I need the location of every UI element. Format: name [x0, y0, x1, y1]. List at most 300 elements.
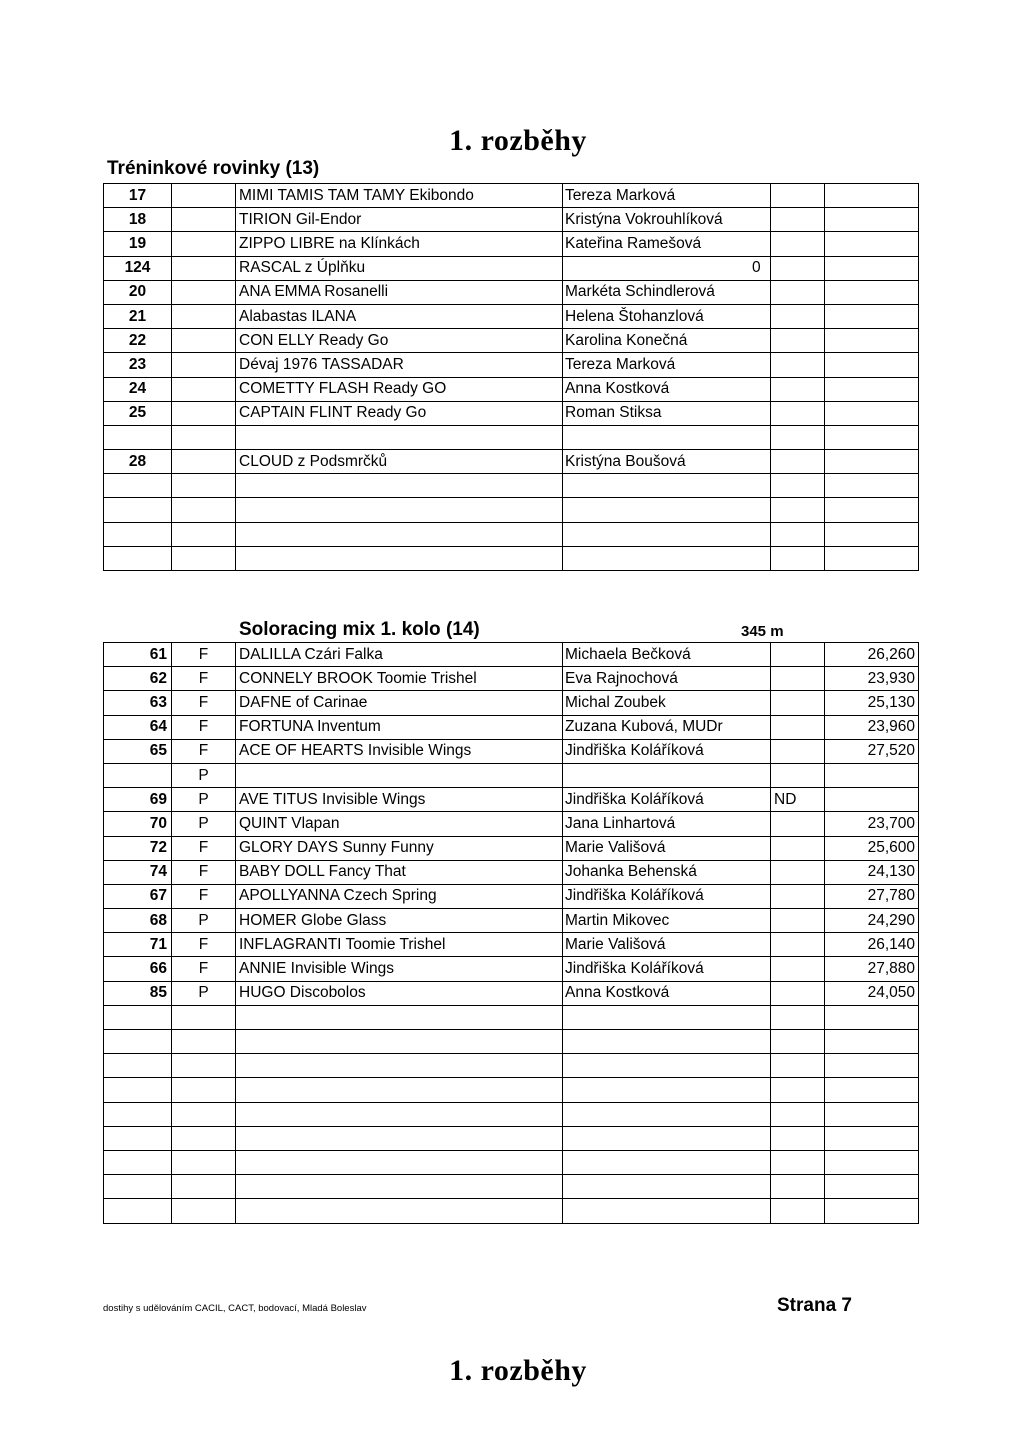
time-cell	[825, 425, 919, 449]
sex-code	[172, 1126, 236, 1150]
start-number: 18	[104, 208, 172, 232]
box-cell	[172, 329, 236, 353]
owner-name	[563, 522, 743, 546]
note-cell	[771, 860, 825, 884]
table-row	[104, 715, 919, 739]
start-number	[104, 1102, 172, 1126]
note-cell	[771, 643, 825, 667]
box-cell	[172, 208, 236, 232]
start-number: 64	[104, 715, 172, 739]
box-cell	[172, 232, 236, 256]
sex-code	[172, 1005, 236, 1029]
note-cell	[771, 1126, 825, 1150]
start-number: 68	[104, 909, 172, 933]
table-row	[104, 184, 919, 208]
owner-name	[563, 1054, 771, 1078]
dog-name: BABY DOLL Fancy That	[236, 860, 563, 884]
time-cell	[825, 401, 919, 425]
owner-name: Tereza Marková	[563, 184, 743, 208]
sex-code: F	[172, 933, 236, 957]
table-row	[104, 1054, 919, 1078]
dog-name	[236, 1126, 563, 1150]
sex-code: P	[172, 812, 236, 836]
start-number	[104, 1150, 172, 1174]
table-row	[104, 691, 919, 715]
box-cell	[172, 377, 236, 401]
time-cell	[825, 304, 919, 328]
owner-name: Marie Vališová	[563, 933, 771, 957]
race-time: 25,130	[825, 691, 919, 715]
section-title-training: Tréninkové rovinky (13)	[107, 158, 320, 179]
dog-name	[236, 1054, 563, 1078]
sex-code: P	[172, 763, 236, 787]
note-cell	[771, 715, 825, 739]
note-cell	[771, 450, 825, 474]
note-cell	[771, 836, 825, 860]
time-cell	[825, 522, 919, 546]
table-row	[104, 667, 919, 691]
dog-name	[236, 474, 563, 498]
race-time: 23,960	[825, 715, 919, 739]
owner-name: Jindřiška Koláříková	[563, 884, 771, 908]
start-number	[104, 1175, 172, 1199]
soloracing-table	[103, 642, 919, 1224]
dog-name	[236, 763, 563, 787]
sex-code: F	[172, 643, 236, 667]
page-number: Strana 7	[777, 1295, 852, 1316]
race-time	[825, 763, 919, 787]
race-time: 24,130	[825, 860, 919, 884]
start-number: 21	[104, 304, 172, 328]
owner-name	[563, 1005, 771, 1029]
time-cell	[825, 474, 919, 498]
note-cell	[771, 401, 825, 425]
race-time	[825, 1054, 919, 1078]
race-time: 26,260	[825, 643, 919, 667]
note-cell	[771, 353, 825, 377]
table-row	[104, 884, 919, 908]
owner-cell-ext	[743, 401, 771, 425]
owner-name: Kateřina Ramešová	[563, 232, 743, 256]
note-cell	[771, 1054, 825, 1078]
owner-name	[563, 474, 743, 498]
dog-name: APOLLYANNA Czech Spring	[236, 884, 563, 908]
box-cell	[172, 401, 236, 425]
owner-name: Michaela Bečková	[563, 643, 771, 667]
note-cell	[771, 498, 825, 522]
note-cell	[771, 763, 825, 787]
sex-code: F	[172, 667, 236, 691]
start-number: 23	[104, 353, 172, 377]
sex-code: F	[172, 957, 236, 981]
table-row	[104, 498, 919, 522]
dog-name: ANNIE Invisible Wings	[236, 957, 563, 981]
note-cell	[771, 691, 825, 715]
note-cell	[771, 546, 825, 570]
dog-name	[236, 1199, 563, 1223]
race-time: 25,600	[825, 836, 919, 860]
note-cell	[771, 1078, 825, 1102]
sex-code: F	[172, 836, 236, 860]
owner-name: Anna Kostková	[563, 981, 771, 1005]
owner-name: Martin Mikovec	[563, 909, 771, 933]
box-cell	[172, 522, 236, 546]
table-row	[104, 474, 919, 498]
owner-name	[563, 1030, 771, 1054]
race-time	[825, 1150, 919, 1174]
race-time: 23,930	[825, 667, 919, 691]
sex-code	[172, 1175, 236, 1199]
dog-name	[236, 1150, 563, 1174]
start-number: 70	[104, 812, 172, 836]
table-row	[104, 401, 919, 425]
time-cell	[825, 377, 919, 401]
owner-name	[563, 763, 771, 787]
start-number: 69	[104, 788, 172, 812]
table-row	[104, 860, 919, 884]
race-time	[825, 1199, 919, 1223]
start-number: 124	[104, 256, 172, 280]
owner-name: Anna Kostková	[563, 377, 743, 401]
start-number	[104, 522, 172, 546]
start-number	[104, 1126, 172, 1150]
race-time	[825, 1005, 919, 1029]
owner-name: Jindřiška Koláříková	[563, 957, 771, 981]
dog-name: DALILLA Czári Falka	[236, 643, 563, 667]
note-cell	[771, 667, 825, 691]
owner-name: 0	[743, 256, 771, 280]
owner-cell-ext	[743, 450, 771, 474]
start-number: 74	[104, 860, 172, 884]
dog-name: MIMI TAMIS TAM TAMY Ekibondo	[236, 184, 563, 208]
dog-name: DAFNE of Carinae	[236, 691, 563, 715]
owner-name: Tereza Marková	[563, 353, 743, 377]
start-number	[104, 474, 172, 498]
dog-name: COMETTY FLASH Ready GO	[236, 377, 563, 401]
start-number: 63	[104, 691, 172, 715]
note-cell	[771, 909, 825, 933]
sex-code: F	[172, 715, 236, 739]
race-time	[825, 1102, 919, 1126]
table-row	[104, 546, 919, 570]
dog-name: Alabastas ILANA	[236, 304, 563, 328]
box-cell	[172, 450, 236, 474]
owner-name: Helena Štohanzlová	[563, 304, 743, 328]
dog-name: AVE TITUS Invisible Wings	[236, 788, 563, 812]
box-cell	[172, 474, 236, 498]
note-cell	[771, 522, 825, 546]
note-cell: ND	[771, 788, 825, 812]
race-time: 24,050	[825, 981, 919, 1005]
note-cell	[771, 1175, 825, 1199]
dog-name: CAPTAIN FLINT Ready Go	[236, 401, 563, 425]
start-number: 20	[104, 280, 172, 304]
table-row	[104, 522, 919, 546]
box-cell	[172, 425, 236, 449]
sex-code: F	[172, 884, 236, 908]
dog-name	[236, 1030, 563, 1054]
table-row	[104, 1175, 919, 1199]
table-row	[104, 425, 919, 449]
footer-event-name: dostihy s udělováním CACIL, CACT, bodovací, Mladá Boleslav	[103, 1303, 367, 1314]
note-cell	[771, 280, 825, 304]
dog-name	[236, 1175, 563, 1199]
race-time: 27,780	[825, 884, 919, 908]
owner-name: Zuzana Kubová, MUDr	[563, 715, 771, 739]
dog-name	[236, 522, 563, 546]
time-cell	[825, 329, 919, 353]
table-row	[104, 377, 919, 401]
sex-code	[172, 1102, 236, 1126]
start-number: 65	[104, 739, 172, 763]
dog-name: RASCAL z Úplňku	[236, 256, 563, 280]
dog-name	[236, 425, 563, 449]
start-number: 24	[104, 377, 172, 401]
table-row	[104, 1005, 919, 1029]
table-row	[104, 788, 919, 812]
start-number: 28	[104, 450, 172, 474]
note-cell	[771, 256, 825, 280]
table-row	[104, 763, 919, 787]
owner-name	[563, 1199, 771, 1223]
race-time: 23,700	[825, 812, 919, 836]
start-number: 25	[104, 401, 172, 425]
table-row	[104, 1102, 919, 1126]
owner-cell-ext	[743, 280, 771, 304]
race-time	[825, 1126, 919, 1150]
race-time	[825, 1175, 919, 1199]
dog-name	[236, 1078, 563, 1102]
table-row	[104, 1078, 919, 1102]
table-row	[104, 232, 919, 256]
owner-cell-ext	[743, 377, 771, 401]
owner-name	[563, 546, 743, 570]
race-time: 24,290	[825, 909, 919, 933]
note-cell	[771, 812, 825, 836]
owner-name: Kristýna Boušová	[563, 450, 743, 474]
time-cell	[825, 232, 919, 256]
owner-name: Jana Linhartová	[563, 812, 771, 836]
race-time: 27,520	[825, 739, 919, 763]
table-row	[104, 812, 919, 836]
start-number: 17	[104, 184, 172, 208]
table-row	[104, 256, 919, 280]
owner-cell-ext	[743, 522, 771, 546]
race-distance: 345 m	[741, 623, 784, 640]
box-cell	[172, 353, 236, 377]
dog-name	[236, 1005, 563, 1029]
dog-name: CONNELY BROOK Toomie Trishel	[236, 667, 563, 691]
dog-name: HOMER Globe Glass	[236, 909, 563, 933]
dog-name: GLORY DAYS Sunny Funny	[236, 836, 563, 860]
dog-name: QUINT Vlapan	[236, 812, 563, 836]
start-number: 72	[104, 836, 172, 860]
box-cell	[172, 184, 236, 208]
owner-cell-ext	[743, 208, 771, 232]
page-title-top: 1. rozběhy	[449, 124, 587, 157]
note-cell	[771, 1005, 825, 1029]
time-cell	[825, 256, 919, 280]
note-cell	[771, 981, 825, 1005]
dog-name: ACE OF HEARTS Invisible Wings	[236, 739, 563, 763]
time-cell	[825, 208, 919, 232]
dog-name: CON ELLY Ready Go	[236, 329, 563, 353]
dog-name: Dévaj 1976 TASSADAR	[236, 353, 563, 377]
owner-name	[563, 425, 743, 449]
table-row	[104, 450, 919, 474]
owner-cell-ext	[743, 232, 771, 256]
start-number	[104, 546, 172, 570]
note-cell	[771, 1102, 825, 1126]
table-row	[104, 329, 919, 353]
start-number	[104, 1199, 172, 1223]
table-row	[104, 739, 919, 763]
sex-code: P	[172, 788, 236, 812]
start-number: 71	[104, 933, 172, 957]
race-time	[825, 788, 919, 812]
note-cell	[771, 1030, 825, 1054]
dog-name: FORTUNA Inventum	[236, 715, 563, 739]
owner-cell-ext	[743, 184, 771, 208]
box-cell	[172, 546, 236, 570]
note-cell	[771, 329, 825, 353]
dog-name: ANA EMMA Rosanelli	[236, 280, 563, 304]
note-cell	[771, 933, 825, 957]
owner-name: Kristýna Vokrouhlíková	[563, 208, 743, 232]
table-row	[104, 909, 919, 933]
table-row	[104, 280, 919, 304]
table-row	[104, 1126, 919, 1150]
sex-code: F	[172, 739, 236, 763]
race-time	[825, 1078, 919, 1102]
time-cell	[825, 353, 919, 377]
start-number	[104, 1030, 172, 1054]
owner-name: Michal Zoubek	[563, 691, 771, 715]
time-cell	[825, 184, 919, 208]
sex-code: F	[172, 691, 236, 715]
start-number	[104, 498, 172, 522]
owner-name: Johanka Behenská	[563, 860, 771, 884]
table-row	[104, 1030, 919, 1054]
owner-name	[563, 1126, 771, 1150]
training-table	[103, 183, 919, 571]
dog-name	[236, 1102, 563, 1126]
sex-code: P	[172, 909, 236, 933]
dog-name: CLOUD z Podsmrčků	[236, 450, 563, 474]
note-cell	[771, 425, 825, 449]
sex-code	[172, 1030, 236, 1054]
box-cell	[172, 256, 236, 280]
table-row	[104, 836, 919, 860]
owner-name	[563, 1150, 771, 1174]
box-cell	[172, 280, 236, 304]
start-number: 19	[104, 232, 172, 256]
time-cell	[825, 498, 919, 522]
start-number: 67	[104, 884, 172, 908]
sex-code	[172, 1150, 236, 1174]
race-time	[825, 1030, 919, 1054]
dog-name: ZIPPO LIBRE na Klínkách	[236, 232, 563, 256]
owner-name	[563, 1078, 771, 1102]
start-number: 85	[104, 981, 172, 1005]
table-row	[104, 1150, 919, 1174]
sex-code	[172, 1078, 236, 1102]
section-title-soloracing: Soloracing mix 1. kolo (14)	[239, 619, 480, 640]
note-cell	[771, 957, 825, 981]
note-cell	[771, 208, 825, 232]
owner-name: Eva Rajnochová	[563, 667, 771, 691]
dog-name: INFLAGRANTI Toomie Trishel	[236, 933, 563, 957]
start-number	[104, 763, 172, 787]
owner-name: Jindřiška Koláříková	[563, 739, 771, 763]
note-cell	[771, 474, 825, 498]
start-number	[104, 1054, 172, 1078]
box-cell	[172, 304, 236, 328]
race-time: 26,140	[825, 933, 919, 957]
table-row	[104, 957, 919, 981]
note-cell	[771, 377, 825, 401]
note-cell	[771, 884, 825, 908]
time-cell	[825, 450, 919, 474]
note-cell	[771, 232, 825, 256]
note-cell	[771, 739, 825, 763]
owner-cell-ext	[743, 474, 771, 498]
start-number: 22	[104, 329, 172, 353]
owner-name: Roman Stiksa	[563, 401, 743, 425]
owner-cell-ext	[743, 353, 771, 377]
table-row	[104, 208, 919, 232]
owner-cell	[563, 256, 743, 280]
owner-cell-ext	[743, 546, 771, 570]
time-cell	[825, 546, 919, 570]
start-number: 66	[104, 957, 172, 981]
dog-name: TIRION Gil-Endor	[236, 208, 563, 232]
table-row	[104, 353, 919, 377]
note-cell	[771, 184, 825, 208]
table-row	[104, 1199, 919, 1223]
table-row	[104, 981, 919, 1005]
start-number	[104, 425, 172, 449]
owner-name	[563, 1175, 771, 1199]
start-number: 62	[104, 667, 172, 691]
sex-code: P	[172, 981, 236, 1005]
start-number	[104, 1005, 172, 1029]
sex-code	[172, 1199, 236, 1223]
owner-name	[563, 1102, 771, 1126]
dog-name: HUGO Discobolos	[236, 981, 563, 1005]
owner-cell-ext	[743, 425, 771, 449]
table-row	[104, 304, 919, 328]
note-cell	[771, 1199, 825, 1223]
dog-name	[236, 498, 563, 522]
owner-cell-ext	[743, 498, 771, 522]
table-row	[104, 933, 919, 957]
owner-cell-ext	[743, 329, 771, 353]
note-cell	[771, 304, 825, 328]
dog-name	[236, 546, 563, 570]
box-cell	[172, 498, 236, 522]
start-number	[104, 1078, 172, 1102]
owner-name: Marie Vališová	[563, 836, 771, 860]
table-row	[104, 643, 919, 667]
owner-name: Jindřiška Koláříková	[563, 788, 771, 812]
race-time: 27,880	[825, 957, 919, 981]
owner-name: Markéta Schindlerová	[563, 280, 743, 304]
owner-cell-ext	[743, 304, 771, 328]
owner-name	[563, 498, 743, 522]
page-title-bottom: 1. rozběhy	[449, 1354, 587, 1387]
sex-code: F	[172, 860, 236, 884]
